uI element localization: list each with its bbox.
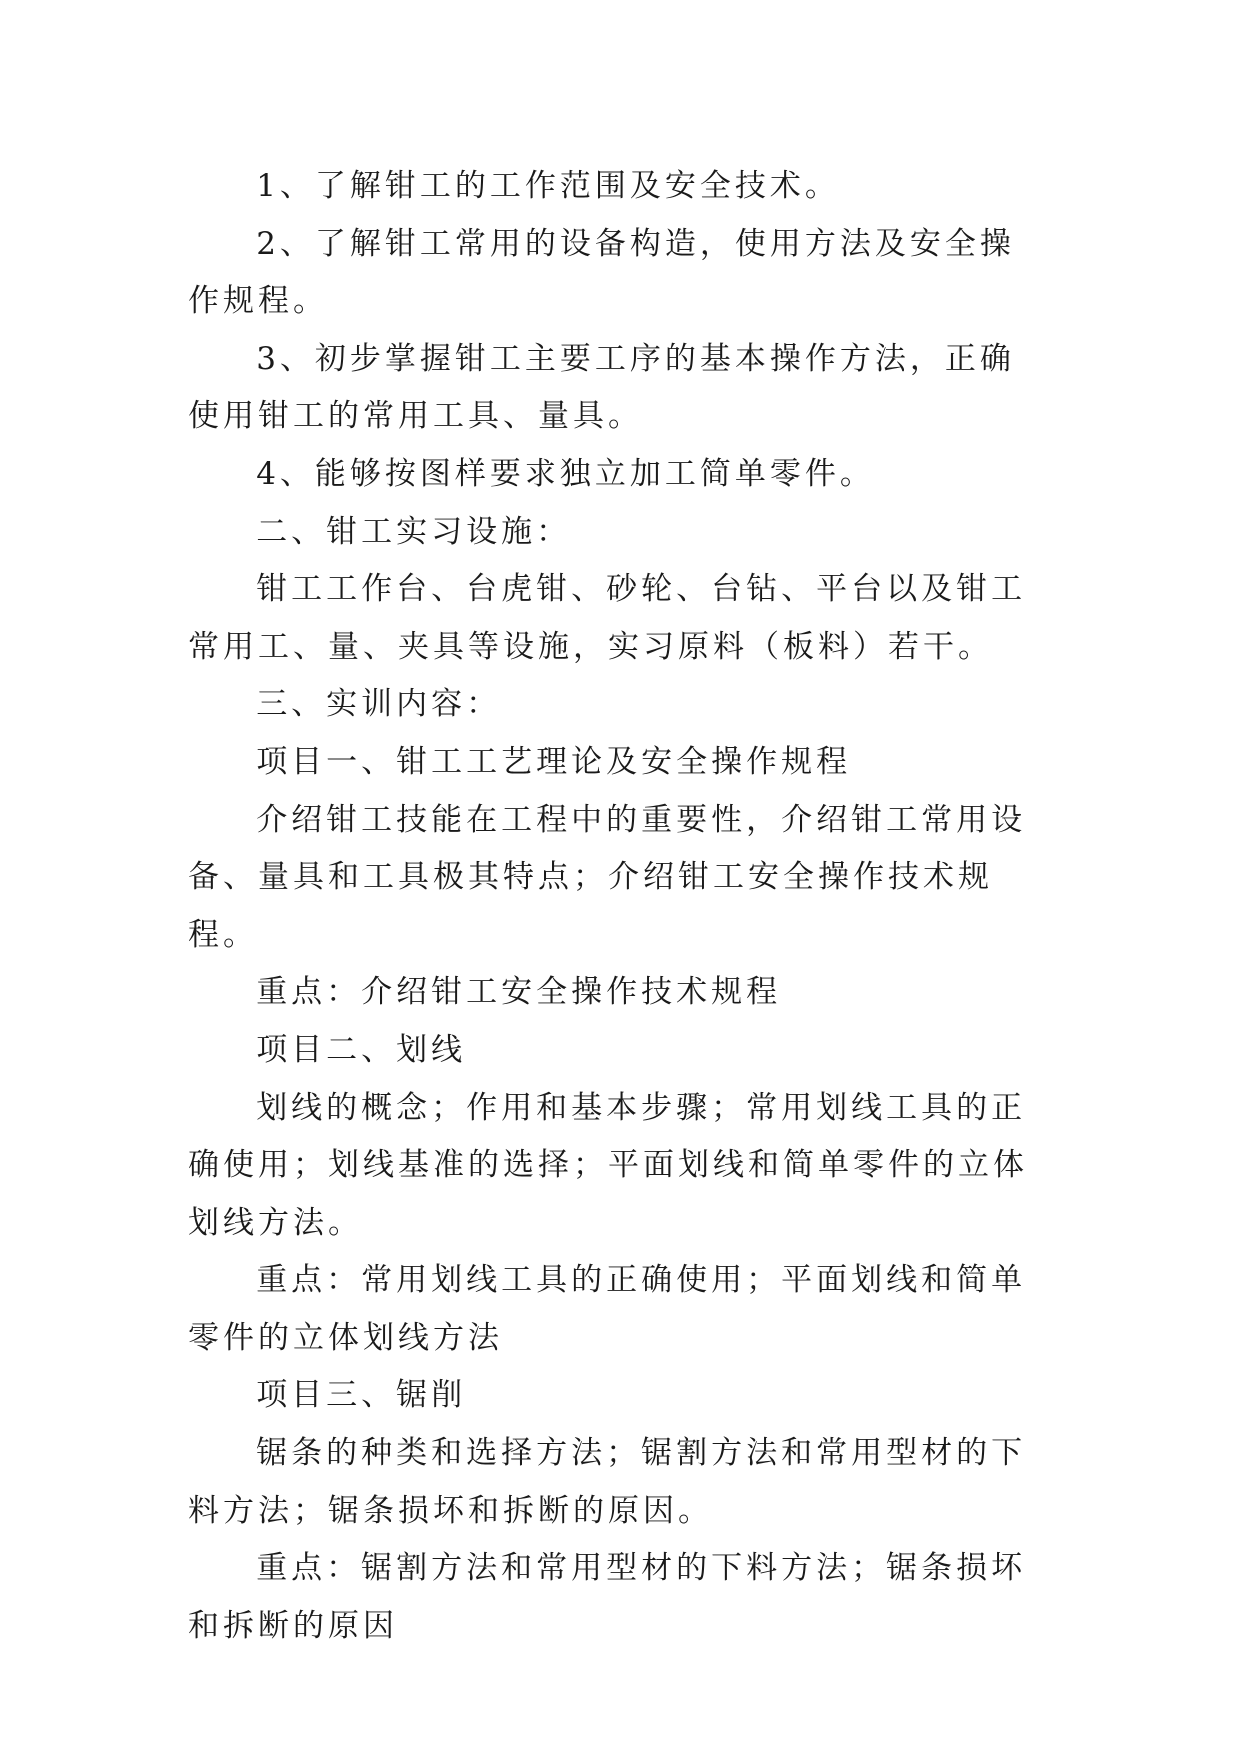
objective-1: 1、了解钳工的工作范围及安全技术。 [256,168,840,204]
objective-4: 4、能够按图样要求独立加工简单零件。 [256,455,875,492]
project-1-title: 项目一、钳工工艺理论及安全操作规程 [256,743,852,780]
project-3-key-point: 重点：锯割方法和常用型材的下料方法；锯条损坏和拆断的原因 [188,1550,1027,1644]
objective-2: 2、了解钳工常用的设备构造，使用方法及安全操作规程。 [188,225,1015,320]
objective-3: 3、初步掌握钳工主要工序的基本操作方法，正确使用钳工的常用工具、量具。 [188,340,1015,435]
project-1-text: 介绍钳工技能在工程中的重要性，介绍钳工常用设备、量具和工具极其特点；介绍钳工安全操作技术规程。 [188,801,1027,953]
project-2-key-point: 重点：常用划线工具的正确使用；平面划线和简单零件的立体划线方法 [188,1262,1027,1356]
project-2-title: 项目二、划线 [256,1031,467,1068]
section-heading-facilities: 二、钳工实习设施： [256,513,572,550]
project-2-text: 划线的概念；作用和基本步骤；常用划线工具的正确使用；划线基准的选择；平面划线和简单零件的立体划线方法。 [188,1089,1028,1241]
facilities-text: 钳工工作台、台虎钳、砂轮、台钻、平台以及钳工常用工、量、夹具等设施，实习原料（板料）若干。 [188,571,1027,665]
section-heading-content: 三、实训内容： [256,686,502,723]
project-3-text: 锯条的种类和选择方法；锯割方法和常用型材的下料方法；锯条损坏和拆断的原因。 [188,1435,1027,1529]
document-body [188,158,1048,1655]
project-3-title: 项目三、锯削 [256,1377,467,1414]
project-1-key-point: 重点：介绍钳工安全操作技术规程 [256,974,782,1011]
